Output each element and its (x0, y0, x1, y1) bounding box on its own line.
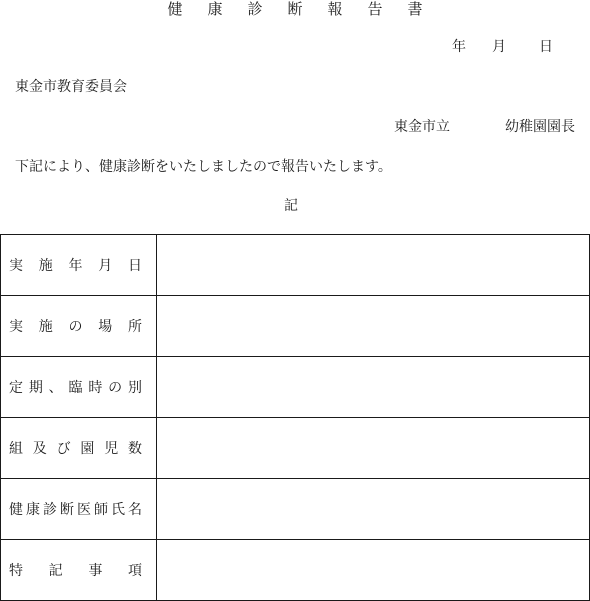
document-title (0, 0, 590, 18)
sender-line (394, 118, 575, 136)
row-value-field[interactable] (157, 540, 590, 601)
label-text: 実 施 年 月 日 (9, 258, 142, 274)
row-value-field[interactable] (157, 296, 590, 357)
date-year: 年 (452, 39, 466, 55)
body-text: 下記により、健康診断をいたしましたので報告いたします。 (15, 159, 392, 175)
row-label (1, 235, 157, 296)
row-value-field[interactable] (157, 357, 590, 418)
date-month: 月 (492, 39, 506, 55)
title-char: 健 (167, 0, 183, 18)
sender-kind: 幼稚園園長 (505, 119, 575, 135)
title-char: 告 (367, 0, 383, 18)
label-text: 組 及 び 園 児 数 (9, 441, 142, 457)
report-form-table (0, 234, 590, 601)
label-text: 実 施 の 場 所 (9, 319, 142, 335)
table-row (1, 418, 590, 479)
table-row (1, 235, 590, 296)
table-row (1, 357, 590, 418)
label-text: 定 期 、 臨 時 の 別 (9, 380, 142, 396)
row-label (1, 479, 157, 540)
row-value-field[interactable] (157, 235, 590, 296)
row-value-field[interactable] (157, 418, 590, 479)
row-label (1, 296, 157, 357)
table-row (1, 479, 590, 540)
ki-heading: 記 (284, 198, 298, 214)
title-char: 報 (327, 0, 343, 18)
title-char: 断 (287, 0, 303, 18)
title-char: 康 (207, 0, 223, 18)
row-label (1, 418, 157, 479)
addressee: 東金市教育委員会 (15, 79, 127, 95)
label-text: 特 記 事 項 (9, 563, 142, 579)
label-text: 健 康 診 断 医 師 氏 名 (9, 502, 142, 518)
date-day: 日 (539, 39, 553, 55)
row-label (1, 357, 157, 418)
title-char: 書 (407, 0, 423, 18)
title-char: 診 (247, 0, 263, 18)
table-row (1, 540, 590, 601)
row-label (1, 540, 157, 601)
sender-city: 東金市立 (394, 119, 450, 135)
table-row (1, 296, 590, 357)
row-value-field[interactable] (157, 479, 590, 540)
date-line (452, 38, 553, 56)
